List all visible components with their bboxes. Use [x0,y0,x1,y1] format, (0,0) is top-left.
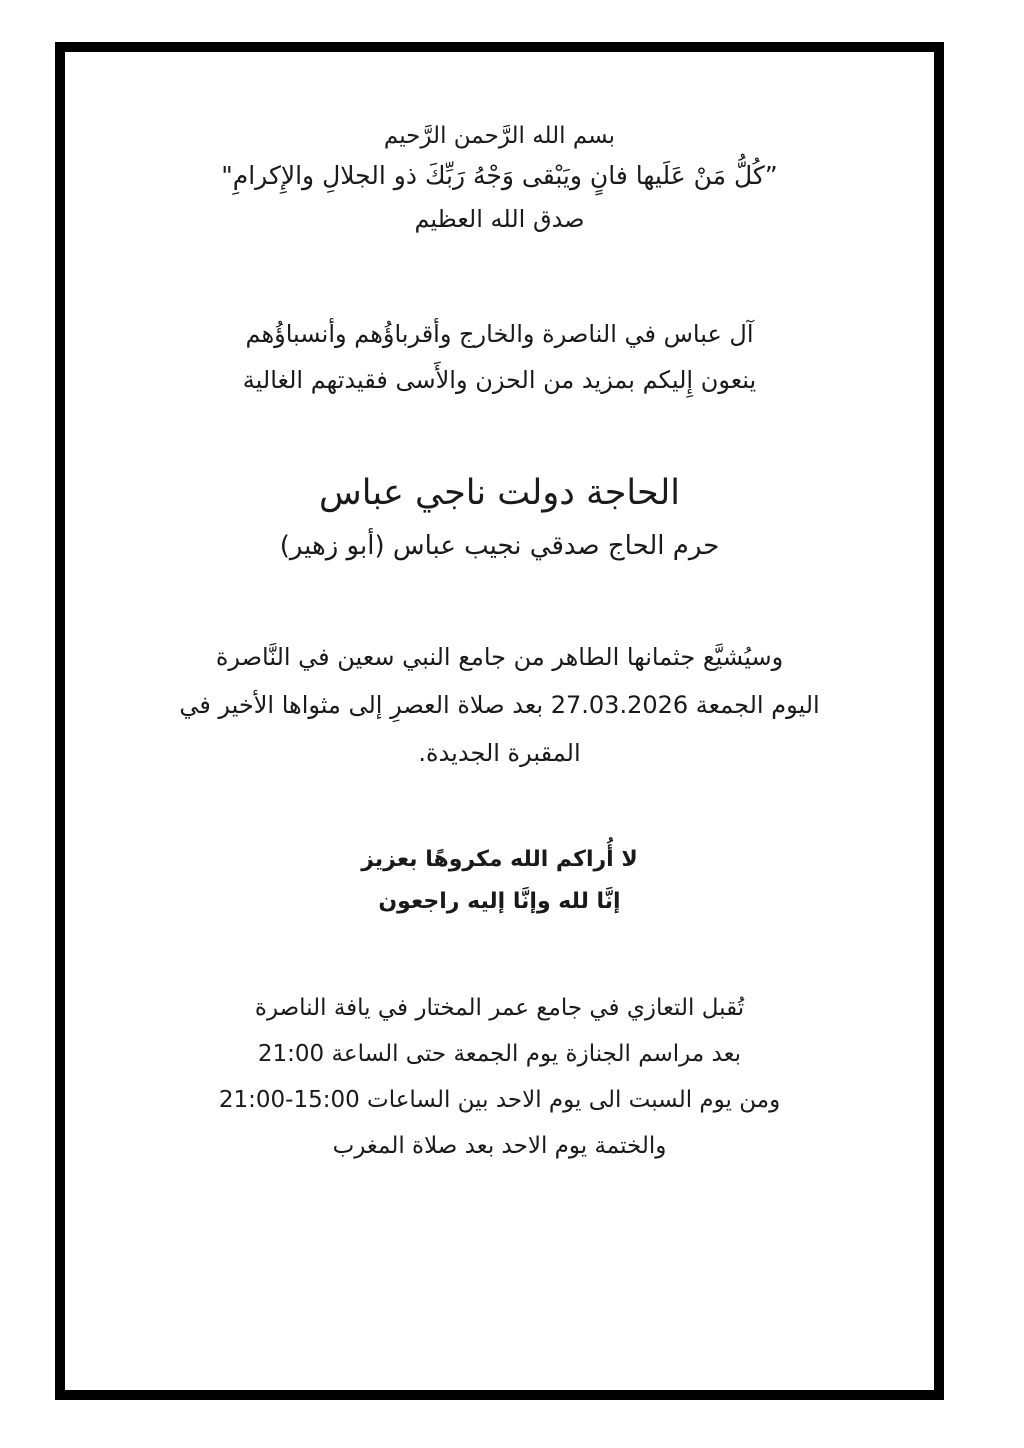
spacer-after-opening [125,241,874,311]
reception-block [125,985,874,1169]
deceased-relation: حرم الحاج صدقي نجيب عباس (أبو زهير) [279,531,720,561]
procession-line-3: المقبرة الجديدة. [418,739,581,767]
announcement-line-2: ينعون إِليكم بمزيد من الحزن والأَسى فقيدتهم الغالية [242,366,757,394]
reception-line-3: ومن يوم السبت الى يوم الاحد بين الساعات 15:00-21:00 [218,1087,781,1113]
basmala-text: بسم الله الرَّحمن الرَّحيم [383,123,616,149]
reception-line-4: والختمة يوم الاحد بعد صلاة المغرب [332,1133,667,1159]
condolence-phrase-1: لا أُراكم الله مكروهًا بعزيز [361,847,638,872]
procession-line-1: وسيُشيَّع جثمانها الطاهر من جامع النبي سعين في النَّاصرة [215,643,784,671]
spacer-before-reception [125,923,874,985]
reception-line-1: تُقبل التعازي في جامع عمر المختار في يافة الناصرة [254,995,745,1021]
spacer-before-name [125,403,874,465]
deceased-block [125,465,874,571]
deceased-name: الحاجة دولت ناجي عباس [319,473,680,513]
obituary-content [75,62,924,1380]
announcement-line-1: آل عباس في الناصرة والخارج وأقرباؤُهم وأنسباؤُهم [245,320,754,348]
spacer-before-procession [125,571,874,633]
procession-block [125,633,874,777]
condolence-phrase-2: إنَّا لله وإنَّا إليه راجعون [378,889,621,914]
spacer-before-condolence [125,777,874,839]
reception-line-2: بعد مراسم الجنازة يوم الجمعة حتى الساعة 21:00 [257,1041,742,1067]
family-announcement-block [125,311,874,403]
quran-verse-text: ”كُلُّ مَنْ عَلَيها فانٍ ويَبْقى وَجْهُ رَبِّكَ ذو الجلالِ والإِكرامِ" [221,161,778,190]
condolence-phrases-block [125,839,874,923]
procession-line-2: اليوم الجمعة 27.03.2026 بعد صلاة العصرِ إلى مثواها الأخير في [179,691,820,719]
verse-confirmation-text: صدق الله العظيم [414,205,585,233]
opening-block [125,117,874,241]
